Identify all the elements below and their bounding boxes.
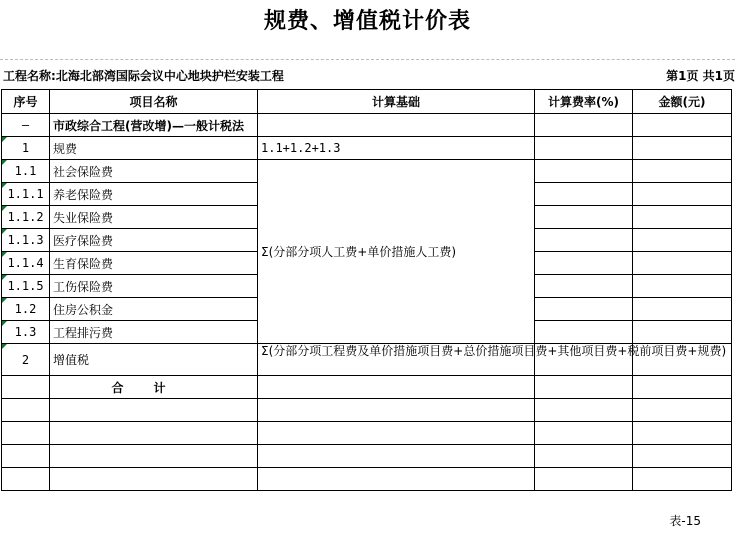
row-amount: [633, 275, 732, 298]
row-name: 失业保险费: [50, 206, 258, 229]
table-row: [2, 344, 732, 376]
row-base: Σ(分部分项工程费及单价措施项目费+总价措施项目费+其他项目费+税前项目费+规费): [258, 344, 535, 376]
row-rate: [535, 298, 633, 321]
row-name: 规费: [50, 137, 258, 160]
row-name: 医疗保险费: [50, 229, 258, 252]
row-rate: [535, 137, 633, 160]
row-seq: —: [2, 114, 50, 137]
row-rate: [535, 229, 633, 252]
row-seq: 1.1: [2, 160, 50, 183]
row-seq: 1.1.4: [2, 252, 50, 275]
row-seq: 1.1.1: [2, 183, 50, 206]
cell-marker: [2, 229, 7, 234]
row-seq: 1.1.2: [2, 206, 50, 229]
cell-marker: [2, 252, 7, 257]
table-number: 表-15: [669, 514, 701, 528]
fee-table: [1, 89, 732, 491]
row-name: 工程排污费: [50, 321, 258, 344]
cell-marker: [2, 160, 7, 165]
empty-row: [2, 445, 732, 468]
row-amount: [633, 321, 732, 344]
row-seq: 1.2: [2, 298, 50, 321]
table-header-row: [2, 90, 732, 114]
total-seq: [2, 376, 50, 399]
total-row: [2, 376, 732, 399]
cell-marker: [2, 298, 7, 303]
row-amount: [633, 114, 732, 137]
empty-row: [2, 422, 732, 445]
total-label: 合计: [50, 376, 258, 399]
total-rate: [535, 376, 633, 399]
row-name: 市政综合工程(营改增)—一般计税法: [50, 114, 258, 137]
cell-marker: [2, 206, 7, 211]
row-rate: [535, 344, 633, 376]
row-amount: [633, 229, 732, 252]
cell-marker: [2, 275, 7, 280]
row-amount: [633, 183, 732, 206]
row-base: [258, 114, 535, 137]
row-rate: [535, 114, 633, 137]
row-rate: [535, 321, 633, 344]
cell-marker: [2, 344, 7, 349]
cell-marker: [2, 183, 7, 188]
row-amount: [633, 252, 732, 275]
total-base: [258, 376, 535, 399]
page-title: 规费、增值税计价表: [263, 8, 471, 34]
header-name: 项目名称: [50, 90, 258, 114]
merged-base: Σ(分部分项人工费+单价措施人工费): [258, 160, 535, 344]
row-name: 养老保险费: [50, 183, 258, 206]
table-row: [2, 160, 732, 183]
empty-row: [2, 468, 732, 491]
row-base: 1.1+1.2+1.3: [258, 137, 535, 160]
row-seq: 1.3: [2, 321, 50, 344]
total-amount: [633, 376, 732, 399]
cell-marker: [2, 137, 7, 142]
project-name: 北海北部湾国际会议中心地块护栏安装工程: [55, 69, 284, 83]
empty-row: [2, 399, 732, 422]
row-rate: [535, 160, 633, 183]
row-rate: [535, 275, 633, 298]
row-seq: 1.1.3: [2, 229, 50, 252]
row-amount: [633, 206, 732, 229]
row-name: 住房公积金: [50, 298, 258, 321]
row-seq: 1: [2, 137, 50, 160]
header-seq: 序号: [2, 90, 50, 114]
row-rate: [535, 183, 633, 206]
row-amount: [633, 298, 732, 321]
project-label: 工程名称:: [3, 69, 56, 83]
row-amount: [633, 160, 732, 183]
header-amount: 金额(元): [633, 90, 732, 114]
row-seq: 1.1.5: [2, 275, 50, 298]
row-name: 生育保险费: [50, 252, 258, 275]
table-row: [2, 114, 732, 137]
header-rate: 计算费率(%): [535, 90, 633, 114]
cell-marker: [2, 321, 7, 326]
row-rate: [535, 206, 633, 229]
row-rate: [535, 252, 633, 275]
row-name: 工伤保险费: [50, 275, 258, 298]
row-name: 社会保险费: [50, 160, 258, 183]
row-amount: [633, 137, 732, 160]
table-row: [2, 137, 732, 160]
header-base: 计算基础: [258, 90, 535, 114]
project-line: [3, 67, 284, 84]
row-amount: [633, 344, 732, 376]
row-name: 增值税: [50, 344, 258, 376]
row-seq: 2: [2, 344, 50, 376]
page-info: 第1页 共1页: [666, 69, 735, 83]
header-divider: [0, 59, 735, 60]
